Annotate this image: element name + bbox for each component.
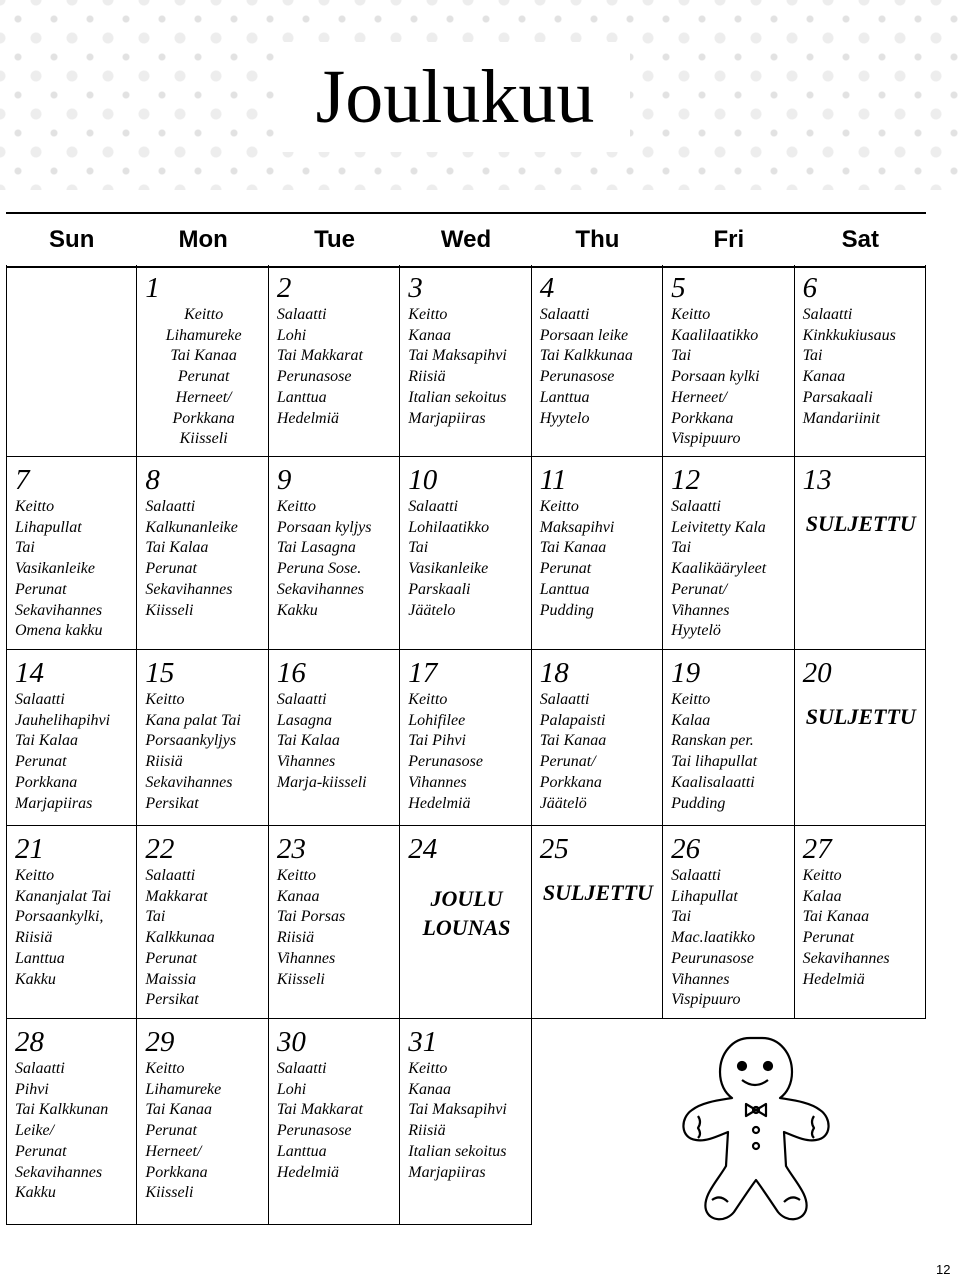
menu-line: Perunat (15, 753, 67, 771)
weekday-wed: Wed (440, 226, 492, 253)
menu-line: Kiisseli (276, 970, 325, 988)
menu-line: Keitto (539, 498, 579, 515)
menu-line: Sekavihannes (145, 580, 233, 598)
menu-line: Kakku (15, 1184, 56, 1202)
day-cell-15 (137, 650, 268, 826)
day-cell-19 (663, 650, 794, 826)
day-number: 2 (276, 272, 292, 304)
menu-line: Leivitetty Kala (671, 518, 766, 536)
menu-line: Keitto (802, 867, 842, 884)
day-cell-3 (400, 265, 531, 457)
day-cell-13 (795, 457, 926, 650)
menu-line: Hedelmiä (276, 1163, 340, 1181)
menu-line: Porsaankylki, (15, 908, 104, 926)
menu-line: Tai Porsas (276, 908, 346, 926)
menu-line: Tai Kanaa (170, 347, 237, 365)
menu-line: Riisiä (145, 753, 183, 771)
menu-line: Perunat (177, 368, 230, 386)
day-cell-4 (532, 265, 663, 457)
menu-line: Lohifilee (408, 711, 466, 729)
menu-line: Perunat/ (539, 753, 596, 771)
weekday-thu: Thu (575, 226, 620, 253)
day-cell-6 (795, 265, 926, 457)
menu-line: Perunat (539, 560, 592, 578)
menu-line: Salaatti (408, 498, 459, 515)
menu-line: Hedelmiä (408, 794, 471, 812)
day-cell-18 (532, 650, 663, 826)
day-cell-29 (137, 1019, 268, 1225)
menu-line: Salaatti (539, 306, 590, 323)
menu-line: Tai Kalkkunan (15, 1101, 109, 1119)
closed-label: SULJETTU (542, 880, 653, 905)
empty-day-cell (532, 1019, 663, 1225)
menu-line: Salaatti (539, 691, 590, 708)
menu-line: Riisiä (408, 368, 446, 386)
menu-line: Salaatti (145, 867, 196, 884)
menu-line: Perunasose (408, 753, 483, 771)
menu-line: Kaalikääryleet (671, 560, 767, 578)
menu-line: Kinkkukiusaus (802, 326, 896, 344)
day-number: 12 (671, 464, 701, 496)
weekday-tue: Tue (314, 226, 355, 253)
menu-line: Tai (671, 347, 692, 365)
day-cell-8 (137, 457, 268, 650)
day-number: 27 (802, 833, 832, 865)
menu-line: Kalaa (802, 887, 842, 905)
menu-line: Perunat (145, 1122, 197, 1140)
day-number: 16 (276, 657, 306, 689)
menu-line: Salaatti (671, 867, 721, 884)
menu-line: Kananjalat Tai (15, 887, 111, 905)
holiday-lunch-line: LOUNAS (422, 915, 511, 940)
day-cell-25 (532, 826, 663, 1019)
menu-line: Kakku (15, 970, 56, 988)
day-cell-14 (6, 650, 137, 826)
menu-line: Vasikanleike (408, 560, 489, 578)
day-cell-28 (6, 1019, 137, 1225)
menu-line: Hyytelö (671, 622, 721, 640)
menu-line: Pihvi (15, 1080, 49, 1098)
day-number: 31 (408, 1026, 438, 1058)
menu-line: Porsaan leike (539, 326, 629, 344)
day-number: 23 (276, 833, 306, 865)
menu-line: Kiisseli (145, 601, 194, 619)
menu-line: Porkkana (539, 773, 602, 791)
menu-line: Porsaan kylki (671, 368, 760, 386)
day-number: 28 (15, 1026, 44, 1058)
title-box (280, 42, 630, 152)
menu-line: Salaatti (15, 1060, 65, 1077)
menu-line: Peruna Sose. (276, 560, 362, 578)
day-cell-27 (795, 826, 926, 1019)
menu-line: Tai Kanaa (539, 539, 607, 557)
day-cell-1 (137, 265, 268, 457)
menu-line: Kiisseli (179, 430, 228, 448)
empty-day-cell (6, 265, 137, 457)
menu-line: Lihamureke (145, 1080, 222, 1098)
closed-label: SULJETTU (805, 704, 916, 729)
menu-line: Italian sekoitus (408, 1142, 507, 1160)
menu-line: Porsaan kyljys (276, 518, 372, 536)
menu-line: Salaatti (671, 498, 721, 515)
day-number: 8 (145, 464, 160, 496)
day-number: 7 (15, 464, 30, 496)
day-number: 9 (276, 464, 292, 496)
menu-line: Herneet/ (175, 388, 232, 406)
day-cell-12 (663, 457, 794, 650)
menu-line: Vihannes (276, 753, 336, 771)
menu-line: Keitto (671, 306, 711, 323)
menu-line: Lanttua (276, 1142, 327, 1160)
menu-line: Kalkkunaa (145, 929, 215, 947)
weekday-sun: Sun (49, 226, 95, 253)
menu-line: Vasikanleike (15, 560, 95, 578)
menu-line: Maissia (145, 970, 197, 988)
menu-line: Marjapiiras (408, 1163, 486, 1181)
menu-line: Riisiä (276, 929, 315, 947)
menu-line: Lohilaatikko (408, 518, 490, 536)
menu-line: Leike/ (15, 1122, 55, 1140)
day-cell-9 (269, 457, 400, 650)
day-cell-10 (400, 457, 531, 650)
day-cell-5 (663, 265, 794, 457)
menu-line: Perunasose (539, 368, 615, 386)
day-number: 14 (15, 657, 44, 689)
menu-line: Keitto (276, 867, 316, 884)
menu-line: Tai (145, 908, 166, 926)
day-number: 30 (276, 1026, 306, 1058)
day-cell-30 (269, 1019, 400, 1225)
menu-line: Salaatti (145, 498, 196, 515)
menu-line: Keitto (145, 1060, 185, 1077)
day-number: 6 (802, 272, 818, 304)
menu-line: Vihannes (408, 773, 467, 791)
menu-line: Kanaa (276, 887, 320, 905)
menu-line: Makkarat (145, 887, 208, 905)
day-cell-11 (532, 457, 663, 650)
menu-line: Riisiä (408, 1122, 446, 1140)
menu-line: Kana palat Tai (145, 711, 241, 729)
menu-line: Tai Kalaa (276, 732, 340, 750)
menu-line: Jäätelö (539, 794, 587, 812)
menu-line: Tai Kalaa (145, 539, 209, 557)
menu-line: Porkkana (172, 409, 235, 427)
menu-line: Tai Kanaa (802, 908, 870, 926)
menu-line: Marjapiiras (408, 409, 486, 427)
menu-line: Jauhelihapihvi (15, 711, 111, 729)
menu-line: Keitto (184, 306, 224, 323)
menu-line: Tai (15, 539, 35, 557)
menu-line: Perunat (145, 949, 197, 967)
day-cell-17 (400, 650, 531, 826)
menu-line: Kanaa (802, 368, 846, 386)
menu-line: Vispipuuro (671, 991, 741, 1009)
menu-line: Kaalilaatikko (671, 326, 759, 344)
day-number: 1 (145, 272, 160, 304)
day-number: 15 (145, 657, 175, 689)
menu-line: Peurunasose (671, 949, 754, 967)
day-number: 4 (539, 272, 555, 304)
menu-line: Porsaankyljys (145, 732, 237, 750)
menu-line: Porkkana (15, 773, 78, 791)
menu-line: Sekavihannes (145, 773, 233, 791)
holiday-lunch-label (408, 884, 524, 942)
page-title: Joulukuu (315, 54, 595, 139)
menu-line: Kiisseli (145, 1184, 194, 1202)
menu-line: Parskaali (408, 580, 471, 598)
menu-line: Sekavihannes (15, 601, 103, 619)
day-cell-24 (400, 826, 531, 1019)
menu-line: Sekavihannes (802, 949, 890, 967)
menu-line: Mandariinit (802, 409, 880, 427)
day-number: 26 (671, 833, 701, 865)
menu-line: Lanttua (276, 388, 327, 406)
menu-line: Kakku (276, 601, 318, 619)
day-cell-23 (269, 826, 400, 1019)
menu-line: Perunat (145, 560, 197, 578)
day-number: 3 (408, 272, 423, 304)
menu-line: Palapaisti (539, 711, 606, 729)
menu-line: Jäätelo (408, 601, 456, 619)
day-number: 17 (408, 657, 438, 689)
menu-line: Salaatti (276, 691, 327, 708)
menu-line: Tai Kanaa (145, 1101, 212, 1119)
menu-line: Herneet/ (671, 388, 728, 406)
menu-line: Sekavihannes (15, 1163, 103, 1181)
menu-line: Lihapullat (671, 887, 738, 905)
day-cell-16 (269, 650, 400, 826)
menu-line: Porkkana (671, 409, 734, 427)
day-cell-20 (795, 650, 926, 826)
menu-line: Tai Pihvi (408, 732, 466, 750)
menu-line: Kalaa (671, 711, 711, 729)
menu-line: Porkkana (145, 1163, 208, 1181)
menu-line: Keitto (408, 306, 448, 323)
menu-line: Hyytelo (539, 409, 590, 427)
menu-line: Maksapihvi (539, 518, 615, 536)
menu-line: Salaatti (15, 691, 65, 708)
day-cell-7 (6, 457, 137, 650)
gingerbread-man-icon (662, 1030, 926, 1225)
menu-line: Perunat (15, 1142, 67, 1160)
menu-line: Perunasose (276, 1122, 352, 1140)
day-number: 24 (408, 833, 438, 865)
menu-line: Keitto (408, 1060, 448, 1077)
menu-line: Tai (408, 539, 429, 557)
day-cell-22 (137, 826, 268, 1019)
day-number: 11 (539, 464, 567, 496)
menu-line: Lanttua (15, 949, 65, 967)
closed-label: SULJETTU (805, 511, 916, 536)
menu-line: Tai Makkarat (276, 347, 363, 365)
menu-line: Tai lihapullat (671, 753, 758, 771)
menu-line: Perunat (802, 929, 855, 947)
menu-line: Salaatti (276, 306, 327, 323)
menu-line: Perunasose (276, 368, 352, 386)
menu-line: Tai Maksapihvi (408, 347, 507, 365)
menu-line: Hedelmiä (276, 409, 340, 427)
menu-line: Pudding (539, 601, 594, 619)
menu-line: Lanttua (539, 580, 590, 598)
menu-line: Tai Kalkkunaa (539, 347, 633, 365)
menu-line: Keitto (15, 867, 55, 884)
day-number: 5 (671, 272, 686, 304)
holiday-lunch-line: JOULU (430, 886, 503, 911)
menu-line: Italian sekoitus (408, 388, 507, 406)
menu-line: Ranskan per. (671, 732, 754, 750)
menu-line: Kalkunanleike (145, 518, 238, 536)
day-number: 10 (408, 464, 438, 496)
weekday-sat: Sat (841, 226, 879, 253)
menu-line: Keitto (15, 498, 55, 515)
menu-line: Kanaa (408, 1080, 451, 1098)
gingerbread-illustration (662, 1030, 926, 1225)
menu-line: Vihannes (671, 601, 730, 619)
menu-line: Tai Lasagna (276, 539, 356, 557)
menu-line: Lihamureke (165, 326, 242, 344)
day-number: 22 (145, 833, 175, 865)
page-number: 12 (936, 1262, 951, 1277)
menu-line: Persikat (145, 794, 199, 812)
menu-line: Salaatti (802, 306, 853, 323)
day-number: 18 (539, 657, 569, 689)
menu-line: Tai Kanaa (539, 732, 607, 750)
menu-line: Mac.laatikko (671, 929, 756, 947)
menu-line: Persikat (145, 991, 199, 1009)
menu-line: Vispipuuro (671, 430, 741, 448)
menu-line: Parsakaali (802, 388, 873, 406)
weekday-mon: Mon (178, 226, 228, 253)
menu-line: Herneet/ (145, 1142, 202, 1160)
day-number: 19 (671, 657, 701, 689)
day-cell-31 (400, 1019, 531, 1225)
menu-line: Tai Maksapihvi (408, 1101, 507, 1119)
menu-line: Salaatti (276, 1060, 327, 1077)
day-cell-2 (269, 265, 400, 457)
menu-line: Sekavihannes (276, 580, 364, 598)
menu-line: Keitto (671, 691, 711, 708)
menu-line: Omena kakku (15, 622, 103, 640)
day-number: 21 (15, 833, 44, 865)
day-number: 25 (539, 833, 569, 865)
menu-line: Lohi (276, 326, 307, 344)
menu-line: Lohi (276, 1080, 307, 1098)
weekday-fri: Fri (713, 226, 745, 253)
menu-line: Tai (671, 908, 692, 926)
menu-line: Lanttua (539, 388, 590, 406)
menu-line: Pudding (671, 794, 726, 812)
menu-line: Perunat/ (671, 580, 728, 598)
menu-line: Kanaa (408, 326, 451, 344)
day-number: 13 (802, 464, 832, 496)
day-cell-21 (6, 826, 137, 1019)
menu-line: Kaalisalaatti (671, 773, 755, 791)
menu-line: Lihapullat (15, 518, 82, 536)
menu-line: Tai (802, 347, 823, 365)
menu-line: Keitto (145, 691, 185, 708)
menu-line: Lasagna (276, 711, 332, 729)
menu-line: Tai (671, 539, 692, 557)
day-number: 20 (802, 657, 832, 689)
menu-line: Vihannes (276, 949, 336, 967)
menu-line: Vihannes (671, 970, 730, 988)
menu-line: Marja-kiisseli (276, 773, 367, 791)
menu-line: Keitto (276, 498, 316, 515)
menu-line: Tai Kalaa (15, 732, 78, 750)
day-number: 29 (145, 1026, 175, 1058)
weekday-header (6, 212, 926, 268)
menu-line: Riisiä (15, 929, 53, 947)
menu-line: Marjapiiras (15, 794, 93, 812)
menu-line: Perunat (15, 580, 67, 598)
day-cell-26 (663, 826, 794, 1019)
menu-line: Hedelmiä (802, 970, 865, 988)
menu-line: Keitto (408, 691, 448, 708)
menu-line: Tai Makkarat (276, 1101, 363, 1119)
